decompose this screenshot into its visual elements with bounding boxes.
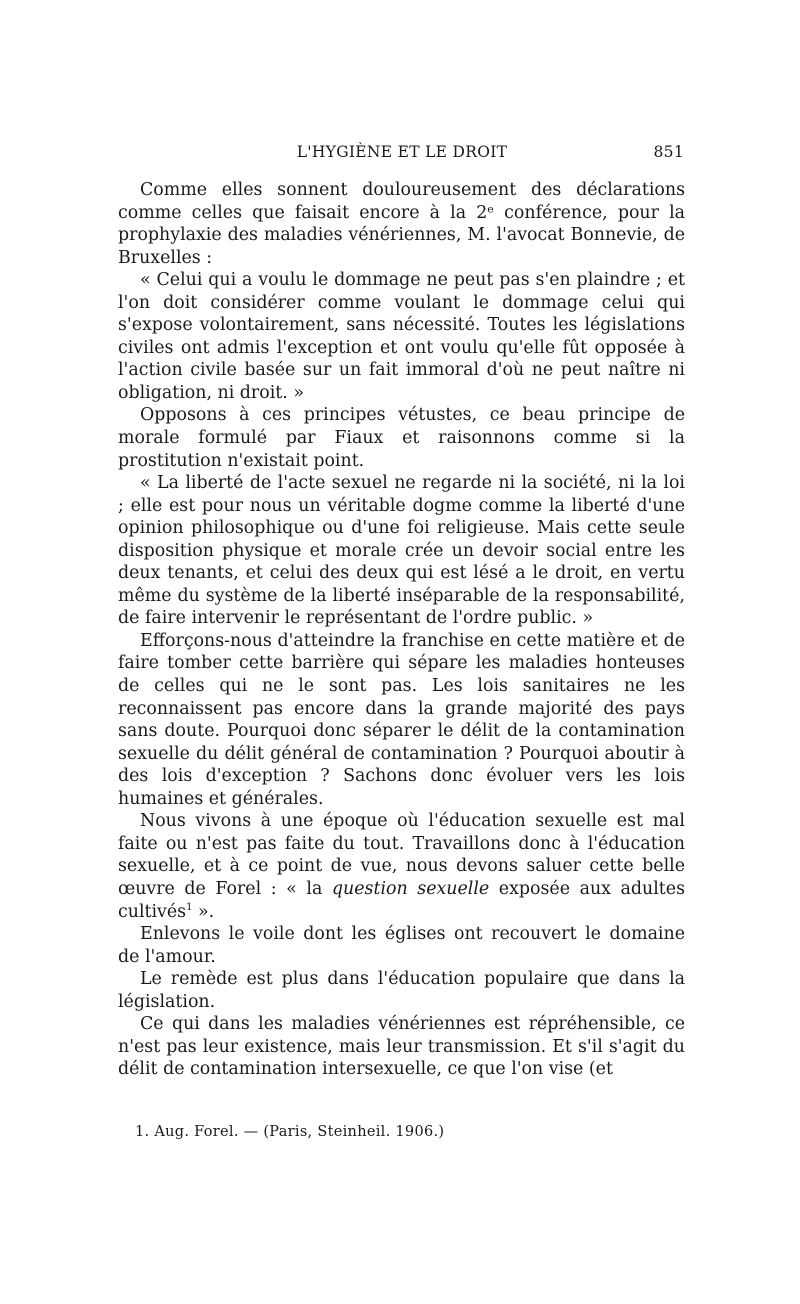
paragraph: Comme elles sonnent douloureusement des déclarations comme celles que faisait encore à la 2ᵉ conférence, pour la prophylaxie des maladies vénériennes, M. l'avocat Bonnevie, de Bruxelles :: [118, 180, 685, 268]
paragraph-text: ».: [192, 901, 215, 922]
footnote-text: Aug. Forel. — (Paris, Steinheil. 1906.): [154, 1124, 445, 1140]
footnote: [135, 1124, 635, 1140]
page-number: 851: [653, 143, 684, 161]
book-title-italic: question sexuelle: [331, 878, 490, 899]
paragraph: Opposons à ces principes vétustes, ce beau principe de morale formulé par Fiaux et raisonnons comme si la prostitution n'existait point.: [118, 405, 685, 471]
paragraph: Ce qui dans les maladies vénériennes est répréhensible, ce n'est pas leur existence, mais leur transmission. Et s'il s'agit du délit de contamination intersexuelle, ce que l'on vise (et: [118, 1014, 685, 1080]
footnote-reference: 1: [186, 901, 193, 913]
body-text: [118, 179, 685, 1081]
paragraph: Le remède est plus dans l'éducation populaire que dans la législation.: [118, 969, 685, 1012]
paragraph: Enlevons le voile dont les églises ont recouvert le domaine de l'amour.: [118, 924, 685, 967]
paragraph-text: Nous vivons à une époque où l'éducation sexuelle est mal faite ou n'est pas faite du tout. Travaillons donc à l'éducation sexuelle, et à ce point de vue, nous devons saluer cette belle œuvre de Forel : « la: [118, 811, 685, 899]
paragraph: « Celui qui a voulu le dommage ne peut pas s'en plaindre ; et l'on doit considérer comme voulant le dommage celui qui s'expose volontairement, sans nécessité. Toutes les législations civiles ont admis l'exception et ont voulu qu'elle fût opposée à l'action civile basée sur un fait immoral d'où ne peut naître ni obligation, ni droit. »: [118, 270, 685, 403]
running-title: L'HYGIÈNE ET LE DROIT: [296, 143, 508, 161]
paragraph: Efforçons-nous d'atteindre la franchise en cette matière et de faire tomber cette barrière qui sépare les maladies honteuses de celles qui ne le sont pas. Les lois sanitaires ne les reconnaissent pas encore dans la grande majorité des pays sans doute. Pourquoi donc séparer le délit de la contamination sexuelle du délit général de contamination ? Pourquoi aboutir à des lois d'exception ? Sachons donc évoluer vers les lois humaines et générales.: [118, 630, 685, 809]
paragraph: « La liberté de l'acte sexuel ne regarde ni la société, ni la loi ; elle est pour nous un véritable dogme comme la liberté d'une opinion philosophique ou d'une foi religieuse. Mais cette seule disposition physique et morale crée un devoir social entre les deux tenants, et celui des deux qui est lésé a le droit, en vertu même du système de la liberté inséparable de la responsabilité, de faire intervenir le représentant de l'ordre public. »: [118, 473, 685, 629]
paragraph: [118, 810, 685, 923]
running-header: [120, 143, 684, 165]
footnote-marker: 1.: [135, 1124, 150, 1140]
paragraph-text: exposée aux adultes cultivés: [118, 878, 685, 922]
